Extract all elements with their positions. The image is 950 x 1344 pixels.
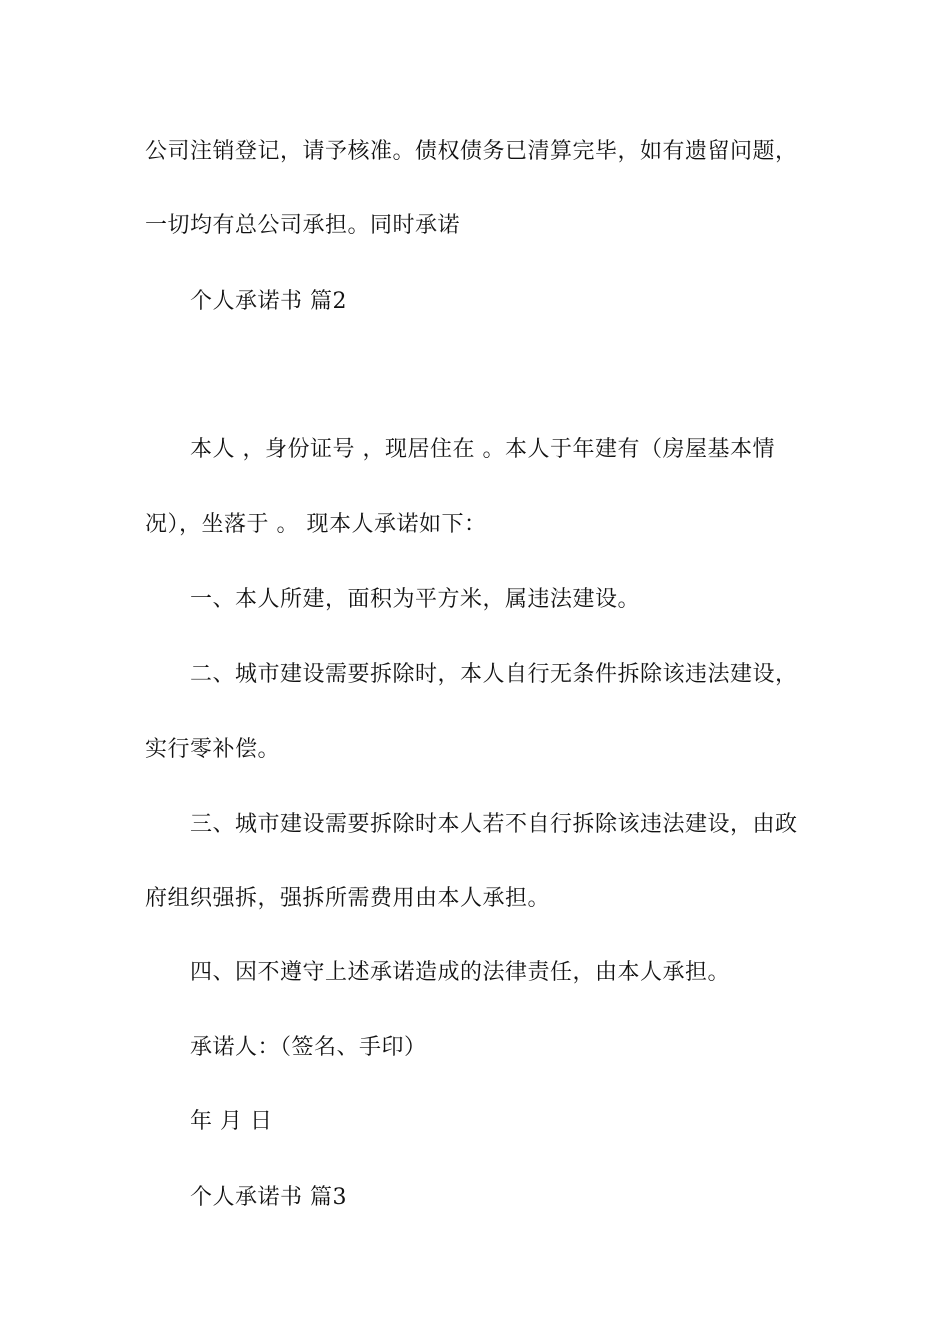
paragraph-line: 一切均有总公司承担。同时承诺 [145, 213, 461, 238]
signature-label: 承诺人：（签名、手印） [190, 1035, 427, 1060]
date-line: 年 月 日 [190, 1109, 273, 1134]
section-heading: 个人承诺书 篇2 [190, 289, 347, 314]
paragraph-line: 三、城市建设需要拆除时本人若不自行拆除该违法建设，由政 [190, 812, 798, 837]
paragraph-line: 实行零补偿。 [145, 737, 281, 762]
paragraph-line: 府组织强拆，强拆所需费用由本人承担。 [145, 886, 551, 911]
paragraph-line: 二、城市建设需要拆除时，本人自行无条件拆除该违法建设， [190, 662, 798, 687]
section-heading: 个人承诺书 篇3 [190, 1185, 347, 1210]
paragraph-line: 况），坐落于 。 现本人承诺如下： [145, 512, 487, 537]
paragraph-line: 四、因不遵守上述承诺造成的法律责任，由本人承担。 [190, 960, 731, 985]
paragraph-line: 公司注销登记，请予核准。债权债务已清算完毕，如有遗留问题， [145, 139, 798, 164]
paragraph-line: 本人 ，身份证号 ，现居住在 。本人于年建有（房屋基本情 [190, 437, 775, 462]
paragraph-line: 一、本人所建，面积为平方米，属违法建设。 [190, 587, 641, 612]
